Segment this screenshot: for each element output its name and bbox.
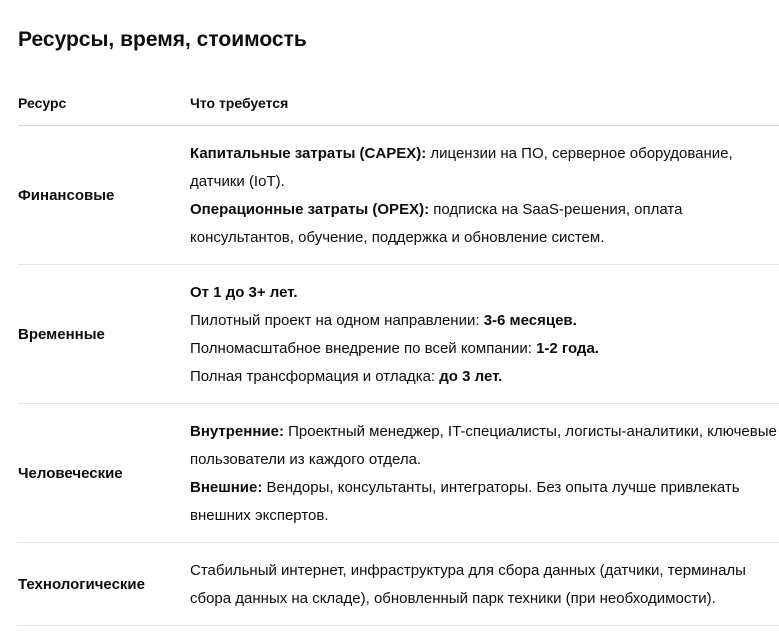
table-row [18,404,779,543]
requirement-text: Стабильный интернет, инфраструктура для сбора данных (датчики, терминалы сбора данных на складе), обновленный парк техники (при необходимости). [190,562,746,607]
table-row [18,265,779,404]
header-requirements: Что требуется [190,80,779,126]
table-row [18,543,779,626]
section-title: Ресурсы, время, стоимость [18,28,307,51]
requirement-bold: Операционные затраты (OPEX): [190,201,430,218]
requirement-line [190,335,779,363]
table-header-row [18,80,779,126]
requirement-text: Полная трансформация и отладка: [190,368,440,385]
resources-table [18,80,779,626]
requirement-line [190,418,779,474]
requirement-text: Вендоры, консультанты, интеграторы. Без опыта лучше привлекать внешних экспертов. [190,479,740,524]
requirement-text: Полномасштабное внедрение по всей компании: [190,340,537,357]
resource-name: Человеческие [18,404,190,543]
resource-name: Технологические [18,543,190,626]
requirements-cell [190,404,779,543]
requirements-cell [190,126,779,265]
requirement-line [190,279,779,307]
requirement-line [190,307,779,335]
requirement-bold-end: 3-6 месяцев. [483,312,577,329]
resource-name: Финансовые [18,126,190,265]
requirement-bold-end: до 3 лет. [439,368,503,385]
requirements-cell [190,265,779,404]
requirement-bold: Внешние: [190,479,263,496]
requirements-cell [190,543,779,626]
requirement-line [190,196,779,252]
table-row [18,126,779,265]
resource-name: Временные [18,265,190,404]
requirement-line [190,363,779,391]
requirement-bold: Внутренние: [190,423,284,440]
requirement-bold-end: 1-2 года. [536,340,599,357]
requirement-line [190,474,779,530]
requirement-text: Проектный менеджер, IT-специалисты, логисты-аналитики, ключевые пользователи из каждого отдела. [190,423,777,468]
requirement-bold: Капитальные затраты (CAPEX): [190,145,427,162]
requirement-text: подписка на SaaS-решения, оплата консультантов, обучение, поддержка и обновление систем. [190,201,683,246]
requirement-text: лицензии на ПО, серверное оборудование, датчики (IoT). [190,145,733,190]
requirement-line [190,140,779,196]
requirement-line [190,557,779,613]
header-resource: Ресурс [18,80,190,126]
requirement-text: Пилотный проект на одном направлении: [190,312,484,329]
requirement-bold: От 1 до 3+ лет. [190,284,298,301]
